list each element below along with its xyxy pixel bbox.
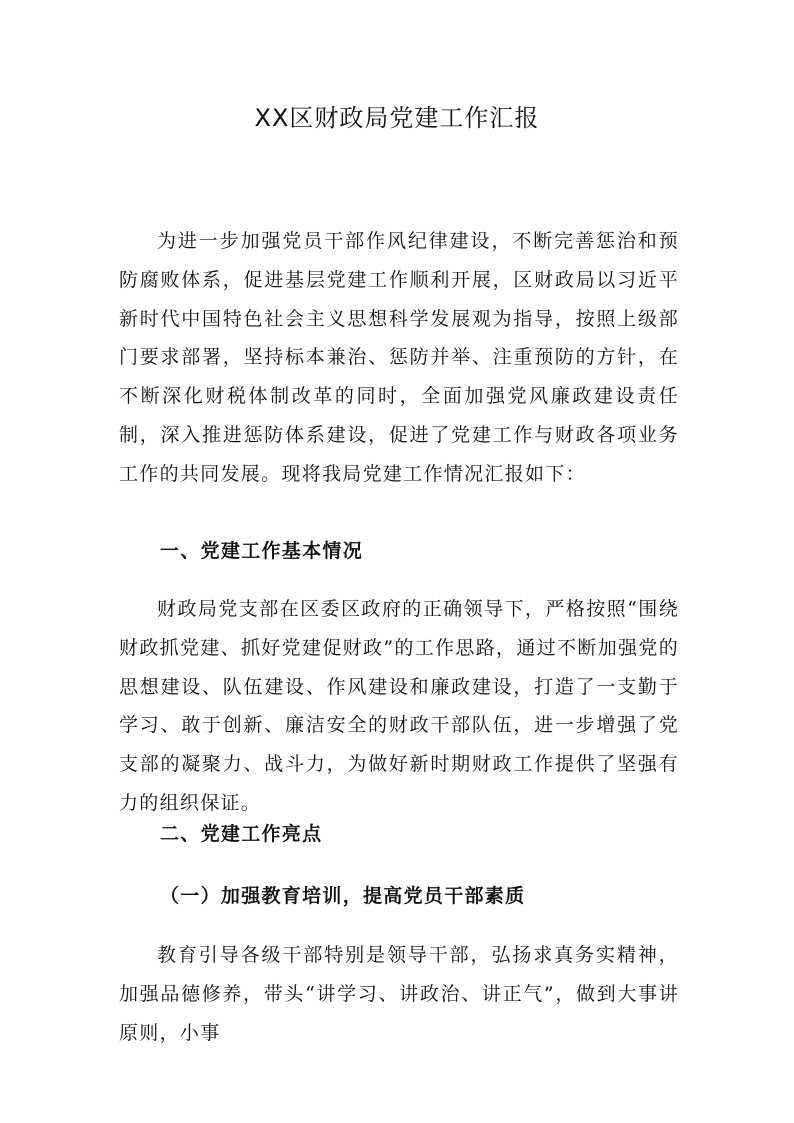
section-2-heading: 二、党建工作亮点 — [160, 823, 323, 845]
section-1-paragraph: 财政局党支部在区委区政府的正确领导下，严格按照“围绕财政抓党建、抓好党建促财政”的工作思路，通过不断加强党的思想建设、队伍建设、作风建设和廉政建设，打造了一支勤于学习、敢于创新、廉洁安全的财政干部队伍，进一步增强了党支部的凝聚力、战斗力，为做好新时期财政工作提供了坚强有力的组织保证。 — [119, 598, 679, 814]
subsection-1-paragraph: 教育引导各级干部特别是领导干部，弘扬求真务实精神，加强品德修养，带头“讲学习、讲政治、讲正气”，做到大事讲原则，小事 — [119, 944, 679, 1044]
document-title: XX区财政局党建工作汇报 — [254, 104, 540, 132]
subsection-1-heading: （一）加强教育培训，提高党员干部素质 — [160, 885, 526, 907]
intro-paragraph: 为进一步加强党员干部作风纪律建设，不断完善惩治和预防腐败体系，促进基层党建工作顺利开展，区财政局以习近平新时代中国特色社会主义思想科学发展观为指导，按照上级部门要求部署，坚持标本兼治、惩防并举、注重预防的方针，在不断深化财税体制改革的同时，全面加强党风廉政建设责任制，深入推进惩防体系建设，促进了党建工作与财政各项业务工作的共同发展。现将我局党建工作情况汇报如下： — [119, 230, 679, 485]
section-1-heading: 一、党建工作基本情况 — [160, 540, 364, 562]
